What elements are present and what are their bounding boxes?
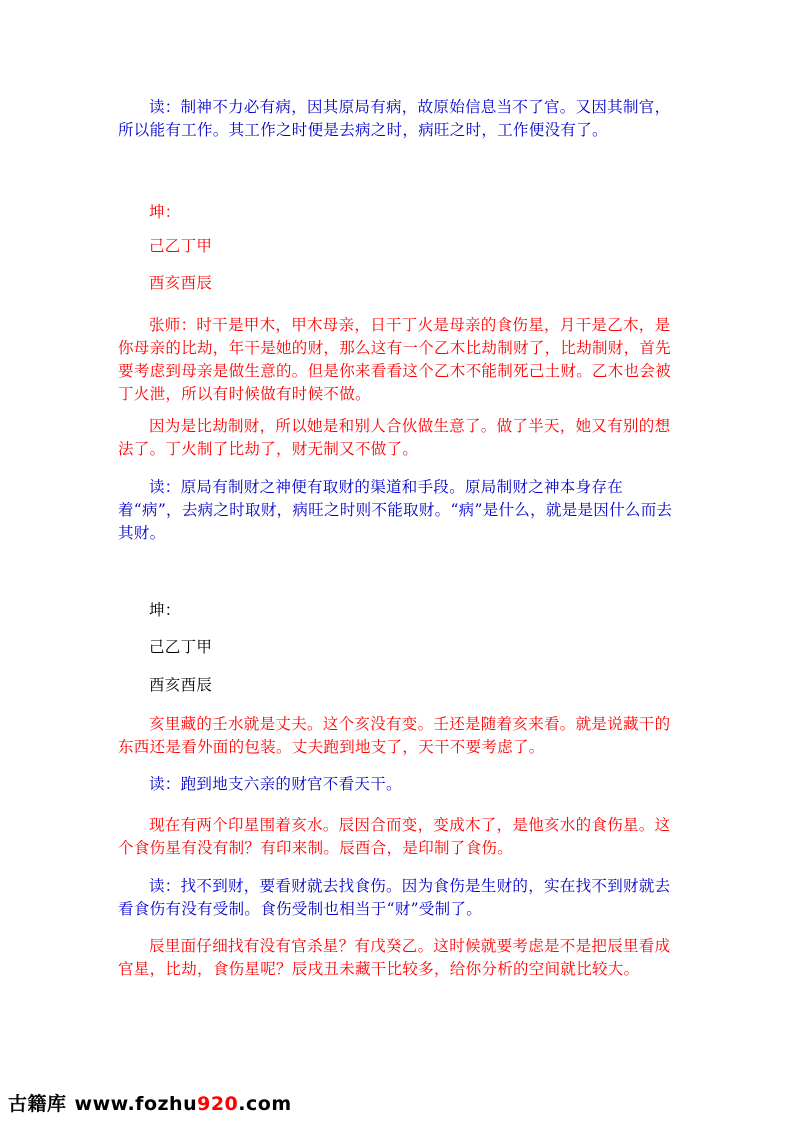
- footer-url-suffix: .com: [238, 1093, 292, 1115]
- commentary-paragraph-4: 读：找不到财，要看财就去找食伤。因为食伤是生财的，实在找不到财就去看食伤有没有受制。食伤受制也相当于“财”受制了。: [118, 877, 671, 918]
- chart-label-kun-2: 坤：: [149, 601, 181, 619]
- commentary-paragraph-2: 读：原局有制财之神便有取财的渠道和手段。原局制财之神本身存在着“病”，去病之时取财，病旺之时则不能取财。“病”是什么，就是是因什么而去其财。: [118, 478, 673, 542]
- footer-watermark: [8, 1089, 292, 1116]
- footer-url-prefix: www.fozhu: [74, 1093, 198, 1115]
- teacher-paragraph-5: 辰里面仔细找有没有官杀星？有戊癸乙。这时候就要考虑是不是把辰里看成官星，比劫，食伤星呢？辰戌丑未藏干比较多，给你分析的空间就比较大。: [118, 937, 671, 978]
- chart-heavenly-stems: 己乙丁甲: [149, 237, 213, 255]
- footer-url-number: 920: [197, 1093, 239, 1115]
- commentary-paragraph-3: 读：跑到地支六亲的财官不看天干。: [149, 775, 402, 793]
- footer-brand: 古籍库: [8, 1093, 67, 1115]
- teacher-paragraph-4: 现在有两个印星围着亥水。辰因合而变，变成木了，是他亥水的食伤星。这个食伤星有没有制？有印来制。辰酉合，是印制了食伤。: [118, 816, 671, 857]
- teacher-paragraph-3: 亥里藏的壬水就是丈夫。这个亥没有变。壬还是随着亥来看。就是说藏干的东西还是看外面的包装。丈夫跑到地支了，天干不要考虑了。: [118, 715, 671, 756]
- commentary-paragraph-1: 读：制神不力必有病，因其原局有病，故原始信息当不了官。又因其制官，所以能有工作。其工作之时便是去病之时，病旺之时，工作便没有了。: [118, 98, 671, 139]
- chart-earthly-branches-2: 酉亥酉辰: [149, 676, 213, 694]
- teacher-paragraph-1: 张师：时干是甲木，甲木母亲，日干丁火是母亲的食伤星，月干是乙木，是你母亲的比劫，年干是她的财，那么这有一个乙木比劫制财了，比劫制财，首先要考虑到母亲是做生意的。但是你来看看这个乙木不能制死己土财。乙木也会被丁火泄，所以有时候做有时候不做。: [118, 316, 672, 403]
- chart-label-kun: 坤：: [149, 203, 181, 221]
- chart-earthly-branches: 酉亥酉辰: [149, 274, 213, 292]
- chart-heavenly-stems-2: 己乙丁甲: [149, 638, 213, 656]
- teacher-paragraph-2: 因为是比劫制财，所以她是和别人合伙做生意了。做了半天，她又有别的想法了。丁火制了比劫了，财无制又不做了。: [118, 417, 671, 458]
